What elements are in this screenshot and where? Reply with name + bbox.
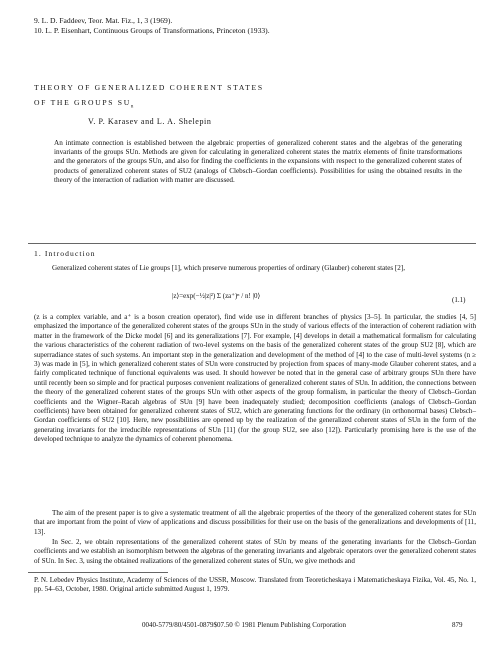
title-subscript: n xyxy=(130,104,136,110)
reference-item: 9. L. D. Faddeev, Teor. Mat. Fiz., 1, 3 (1969). xyxy=(34,16,173,25)
reference-list xyxy=(34,16,474,35)
page-number: 879 xyxy=(452,621,463,629)
section-divider xyxy=(28,243,476,244)
publication-code: 0040-5779/80/4501-0879$07.50 © 1981 Plenum Publishing Corporation xyxy=(142,621,347,629)
section-heading: 1. Introduction xyxy=(34,249,96,258)
equation: |z⟩=exp(−½|z|²) Σ (za⁺)ⁿ / n! |0⟩ xyxy=(172,292,261,300)
author-line: V. P. Karasev and L. A. Shelepin xyxy=(88,117,212,126)
equation-number: (1.1) xyxy=(452,296,466,304)
footnote-divider xyxy=(28,572,168,573)
body-paragraph: In Sec. 2, we obtain representations of the generalized coherent states of SUn by means of the generating invariants for the Clebsch–Gordan coefficients and we establish an isomorphism between the algebras of the generating invariants and algebraic operators over the generalized coherent states of SUn. In Sec. 3, using the obtained realizations of the generalized coherent states of SUn, we give methods and xyxy=(34,538,476,565)
footnote: P. N. Lebedev Physics Institute, Academy of Sciences of the USSR, Moscow. Translated from Teoreticheskaya i Matematicheskaya Fizika, Vol. 45, No. 1, pp. 54–63, October, 1980. Original article submitted August 1, 1979. xyxy=(34,576,476,594)
title-line-text: OF THE GROUPS SU xyxy=(34,98,131,107)
title-line: THEORY OF GENERALIZED COHERENT STATES xyxy=(34,83,264,92)
intro-lead-paragraph: Generalized coherent states of Lie groups [1], which preserve numerous properties of ordinary (Glauber) coherent states [2], xyxy=(52,264,405,272)
title-line xyxy=(34,95,474,115)
abstract: An intimate connection is established between the algebraic properties of generalized coherent states and the algebras of the generating invariants of the groups SUn. Methods are given for calculating in generalized coherent states the matrix elements of finite transformations and the generators of the groups SUn, and also for finding the coefficients in the expansions with respect to the generalized coherent states of products of generalized coherent states of SU2 (analogs of Clebsch–Gordan coefficients). Possibilities for using the obtained results in the theory of the interaction of radiation with matter are discussed. xyxy=(54,139,462,184)
body-paragraph: (z is a complex variable, and a⁺ is a boson creation operator), find wide use in different branches of physics [3–5]. In particular, the studies [4, 5] emphasized the importance of the generalized coherent states of the groups SUn in the study of various effects of the interaction of coherent radiation with matter in the framework of the Dicke model [6] and its generalizations [7]. For example, [4] develops in detail a mathematical formalism for calculating the various characteristics of the coherent radiation of two-level systems on the basis of the generalized coherent states of the group SU2 [8], which are superradiance states of such systems. An important step in the generalization and development of the method of [4] to the case of multi-level systems (n ≥ 3) was made in [5], in which generalized coherent states of SUn were constructed by projection from spaces of many-mode Glauber coherent states, and a fairly complicated technique of functional equivalents was used. It should however be noted that in the general case of arbitrary groups SUn there have until recently been so simple and for practical purposes convenient realizations of generalized coherent states of SUn. In addition, the connections between the theory of the generalized coherent states of the groups SUn with other aspects of the group formalism, in particular the theory of Clebsch–Gordan coefficients and the Wigner–Racah algebras of SUn [9] have been inadequately studied; decomposition coefficients (analogs of Clebsch–Gordan coefficients) have been obtained for generalized coherent states of SU2, which are generating functions for the ordinary (in orthonormal bases) Clebsch–Gordan coefficients of SU2 [10]. Here, new possibilities are opened up by the realization of the generalized coherent states of SUn in the form of the generating invariants for the irreducible representations of SUn [11] (for the group SU2, see also [12]). Particularly promising here is the use of the developed technique to analyze the dynamics of coherent phenomena. xyxy=(34,313,476,444)
body-paragraph: The aim of the present paper is to give a systematic treatment of all the algebraic properties of the theory of the generalized coherent states for SUn that are important from the point of view of applications and discuss possibilities for their use on the basis of the generalizations and developments of [11, 13]. xyxy=(34,509,476,536)
reference-item: 10. L. P. Eisenhart, Continuous Groups of Transformations, Princeton (1933). xyxy=(34,25,270,35)
article-title xyxy=(34,80,474,115)
